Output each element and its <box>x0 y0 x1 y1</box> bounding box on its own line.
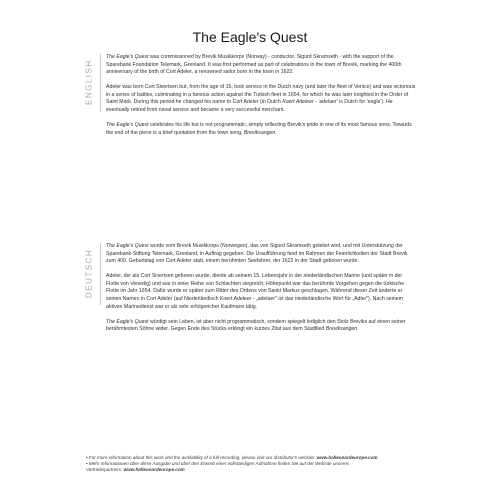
italic-text-run: Koert Adeleer <box>282 99 314 106</box>
italic-text-run: Breviksangen <box>243 129 276 136</box>
footer-note-english-text: • For more information about this work and the availability of a full recording, please visit our distributor's website: <box>86 455 317 460</box>
footer-link-deutsch[interactable]: www.halleonardeurope.com <box>123 467 185 472</box>
footer-link-english[interactable]: www.halleonardeurope.com <box>316 455 378 460</box>
text-run: . <box>357 326 359 333</box>
footer-notes <box>86 455 416 473</box>
text-run: wurde vom Brevik Musikkorps (Norwegen), das von Sigurd Skramseth geleitet wird, und mit Unterstützung der Sparebank-Stiftung Telemark, Grenland, in Auftrag gegeben. Die Uraufführung fand im Rahmen der Feierlichkeiten der Stadt Brevik zum 400. Geburtstag von Cort Adeler statt, einem berühmten Seefahrer, der 1622 in der Stadt geboren wurde. <box>106 243 408 265</box>
text-run: würdigt sein Leben, ist aber nicht programmatisch, sondern spiegelt lediglich den Stolz Breviks auf einen seiner berühmtesten Söhne wider. Gegen Ende des Stücks erklingt ein kurzes Zitat aus dem Stadtlied <box>106 318 406 333</box>
italic-text-run: Breviksangen <box>325 326 358 333</box>
text-run: . <box>275 129 277 136</box>
english-section <box>106 54 416 145</box>
text-run: was commissioned by Brevik Musikkorps (Norway) - conductor, Sigurd Skramseth - with the support of the Sparebank Foundation Telemark, Grenland. It was first performed as part of celebrations in the town of Brevik, marking the 400th anniversary of the birth of Cort Adeler, a renowned sailor born in the town in 1622. <box>106 54 402 76</box>
text-run: Adeler was born Cort Sivertsen but, from the age of 15, took service in the Dutch navy (and later the fleet of Venice) and was victorious in a series of battles, culminating in a famous action against the Turkish fleet in 1654, for which he was later knighted in the Order of Saint Mark. During this period he changed his name to Cort Adeler (in Dutch <box>106 84 416 106</box>
footer-note-deutsch-line-1: • Mehr Informationen über diese Ausgabe und über den Erwerb einer vollständigen Aufnahme finden Sie auf der Website unseres <box>86 461 350 466</box>
italic-text-run: The Eagle's Quest <box>106 121 149 128</box>
footer-note-deutsch-line-2 <box>86 467 416 473</box>
italic-text-run: The Eagle's Quest <box>106 318 149 325</box>
language-divider-english <box>100 54 101 112</box>
text-run: - 'adelaer' is Dutch for 'eagle'). He eventually retired from naval service and became a very successful merchant. <box>106 99 393 113</box>
english-paragraph-2 <box>106 84 416 114</box>
text-run: celebrates his life but is not programmatic, simply reflecting Brevik's pride in one of its most famous sons. Towards the end of the piece is a brief quotation from the town song, <box>106 121 412 136</box>
english-paragraph-3 <box>106 122 416 137</box>
page-title: The Eagle's Quest <box>192 29 308 45</box>
deutsch-paragraph-1 <box>106 243 416 266</box>
language-divider-deutsch <box>100 243 101 305</box>
text-run: Adeler, der als Cort Sivertsen geboren wurde, diente ab seinem 15. Lebensjahr in der niederländischen Marine (und später in der Flotte von Venedig) und war in einer Reihe von Schlachten siegreich; Höhepunkt war das berühmte Vorgehen gegen die türkische Flotte im Jahr 1654. Dafür wurde er später zum Ritter des Ordens von Sankt Markus geschlagen. Während dieser Zeit änderte er seinen Namen in Cort Adeler (auf Niederländisch <box>106 273 405 302</box>
english-paragraph-1 <box>106 54 416 77</box>
italic-text-run: The Eagle's Quest <box>106 243 149 249</box>
deutsch-paragraph-2 <box>106 273 416 311</box>
footer-note-deutsch-text: Vertriebspartners: <box>86 467 124 472</box>
language-label-deutsch: DEUTSCH <box>84 248 94 298</box>
language-label-english: ENGLISH <box>84 59 94 106</box>
deutsch-section <box>106 243 416 341</box>
deutsch-paragraph-3 <box>106 319 416 334</box>
text-run: - „adelaer" ist das niederländische Wort für „Adler"). Nach seinem aktiven Marinedienst war er als sehr erfolgreicher Kaufmann tätig. <box>106 295 403 310</box>
italic-text-run: Koert Adeleer <box>219 295 252 302</box>
italic-text-run: The Eagle's Quest <box>106 54 149 60</box>
